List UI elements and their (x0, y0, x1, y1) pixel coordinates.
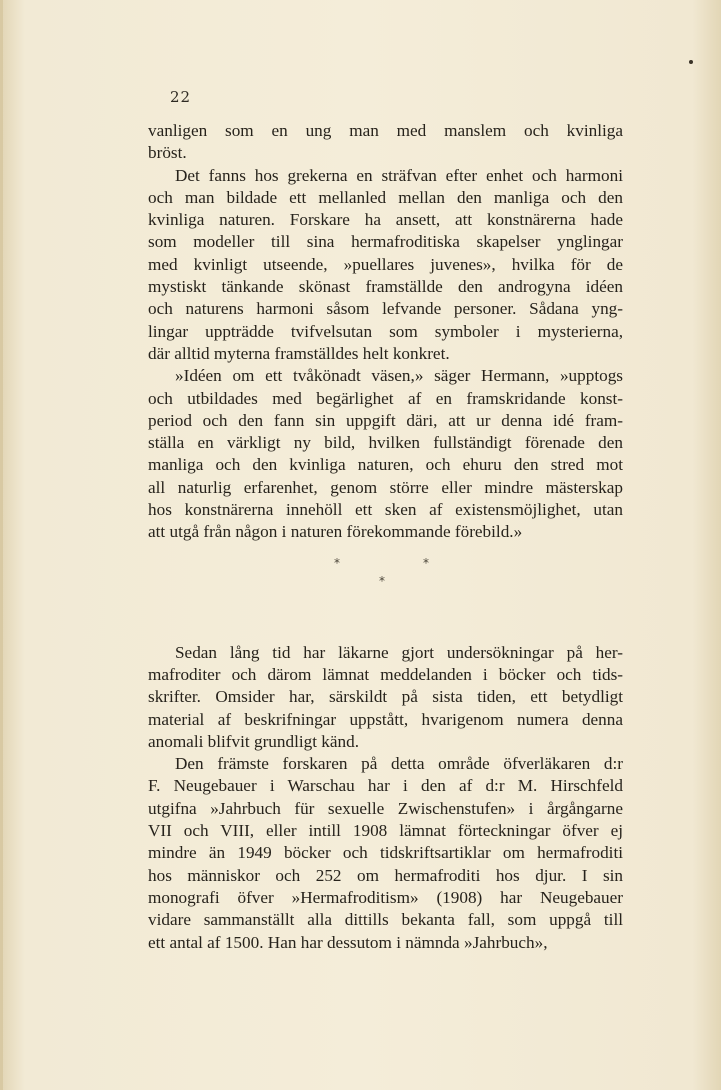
text-line: där alltid myterna framställdes helt konkret. (148, 343, 450, 363)
text-line: med kvinligt utseende, »puellares juvenes», hvilka för de (148, 254, 623, 274)
text-line: all naturlig erfarenhet, genom större eller mindre mästerskap (148, 477, 623, 497)
text-line: »Idéen om ett tvåkönadt väsen,» säger Hermann, »upptogs (175, 366, 623, 386)
text-line: VII och VIII, eller intill 1908 lämnat förteckningar öfver ej (148, 821, 623, 841)
paragraph (148, 753, 623, 954)
section-break (148, 544, 623, 642)
text-line: bröst. (148, 143, 187, 163)
text-line: Det fanns hos grekerna en sträfvan efter enhet och harmoni (175, 165, 623, 185)
text-line: mystiskt tänkande skönast framställde den androgyna idéen (148, 277, 623, 297)
text-line: period och den fann sin uppgift däri, att ur denna idé fram- (148, 410, 623, 430)
text-line: mafroditer och därom lämnat meddelanden i böcker och tids- (148, 664, 623, 684)
text-line: ställa en värkligt ny bild, hvilken fullständigt förenade den (148, 433, 623, 453)
text-line: mindre än 1949 böcker och tidskriftsartiklar om hermafroditi (148, 843, 623, 863)
text-line: material af beskrifningar uppstått, hvarigenom numera denna (148, 709, 623, 729)
text-line: och naturens harmoni såsom lefvande personer. Sådana yng- (148, 299, 623, 319)
paragraph (148, 120, 623, 165)
text-line: monografi öfver »Hermafroditism» (1908) har Neugebauer (148, 887, 623, 907)
page-speck (689, 60, 693, 64)
paragraph (148, 642, 623, 753)
text-line: och man bildade ett mellanled mellan den manliga och den (148, 187, 623, 207)
text-line: utgifna »Jahrbuch für sexuelle Zwischenstufen» i årgångarne (148, 798, 623, 818)
text-line: F. Neugebauer i Warschau har i den af d:r M. Hirschfeld (148, 776, 623, 796)
paragraph (148, 165, 623, 366)
text-line: ett antal af 1500. Han har dessutom i nämnda »Jahrbuch», (148, 932, 548, 952)
text-line: att utgå från någon i naturen förekommande förebild.» (148, 522, 523, 542)
text-line: vanligen som en ung man med manslem och kvinliga (148, 121, 623, 140)
text-line: vidare sammanställt alla dittills bekanta fall, som uppgå till (148, 910, 623, 930)
asterisk-ornament: * (379, 573, 385, 588)
text-line: kvinliga naturen. Forskare ha ansett, att konstnärerna hade (148, 210, 623, 230)
text-line: och utbildades med begärlighet af en framskridande konst- (148, 388, 623, 408)
asterisk-ornament: * (334, 555, 340, 570)
text-line: manliga och den kvinliga naturen, och ehuru den stred mot (148, 455, 623, 475)
text-line: Den främste forskaren på detta område öfverläkaren d:r (175, 754, 623, 774)
page-body (148, 120, 623, 954)
text-line: som modeller till sina hermafroditiska skapelser ynglingar (148, 232, 623, 252)
text-line: hos människor och 252 om hermafroditi hos djur. I sin (148, 865, 623, 885)
paragraph (148, 365, 623, 543)
text-line: lingar uppträdde tvifvelsutan som symboler i mysterierna, (148, 321, 623, 341)
page-number: 22 (170, 88, 192, 106)
text-line: anomali blifvit grundligt känd. (148, 731, 359, 751)
text-line: Sedan lång tid har läkarne gjort undersökningar på her- (175, 642, 623, 662)
text-line: skrifter. Omsider har, särskildt på sista tiden, ett betydligt (148, 687, 623, 707)
asterisk-ornament: * (423, 555, 429, 570)
text-line: hos konstnärerna innehöll ett sken af existensmöjlighet, utan (148, 500, 623, 520)
